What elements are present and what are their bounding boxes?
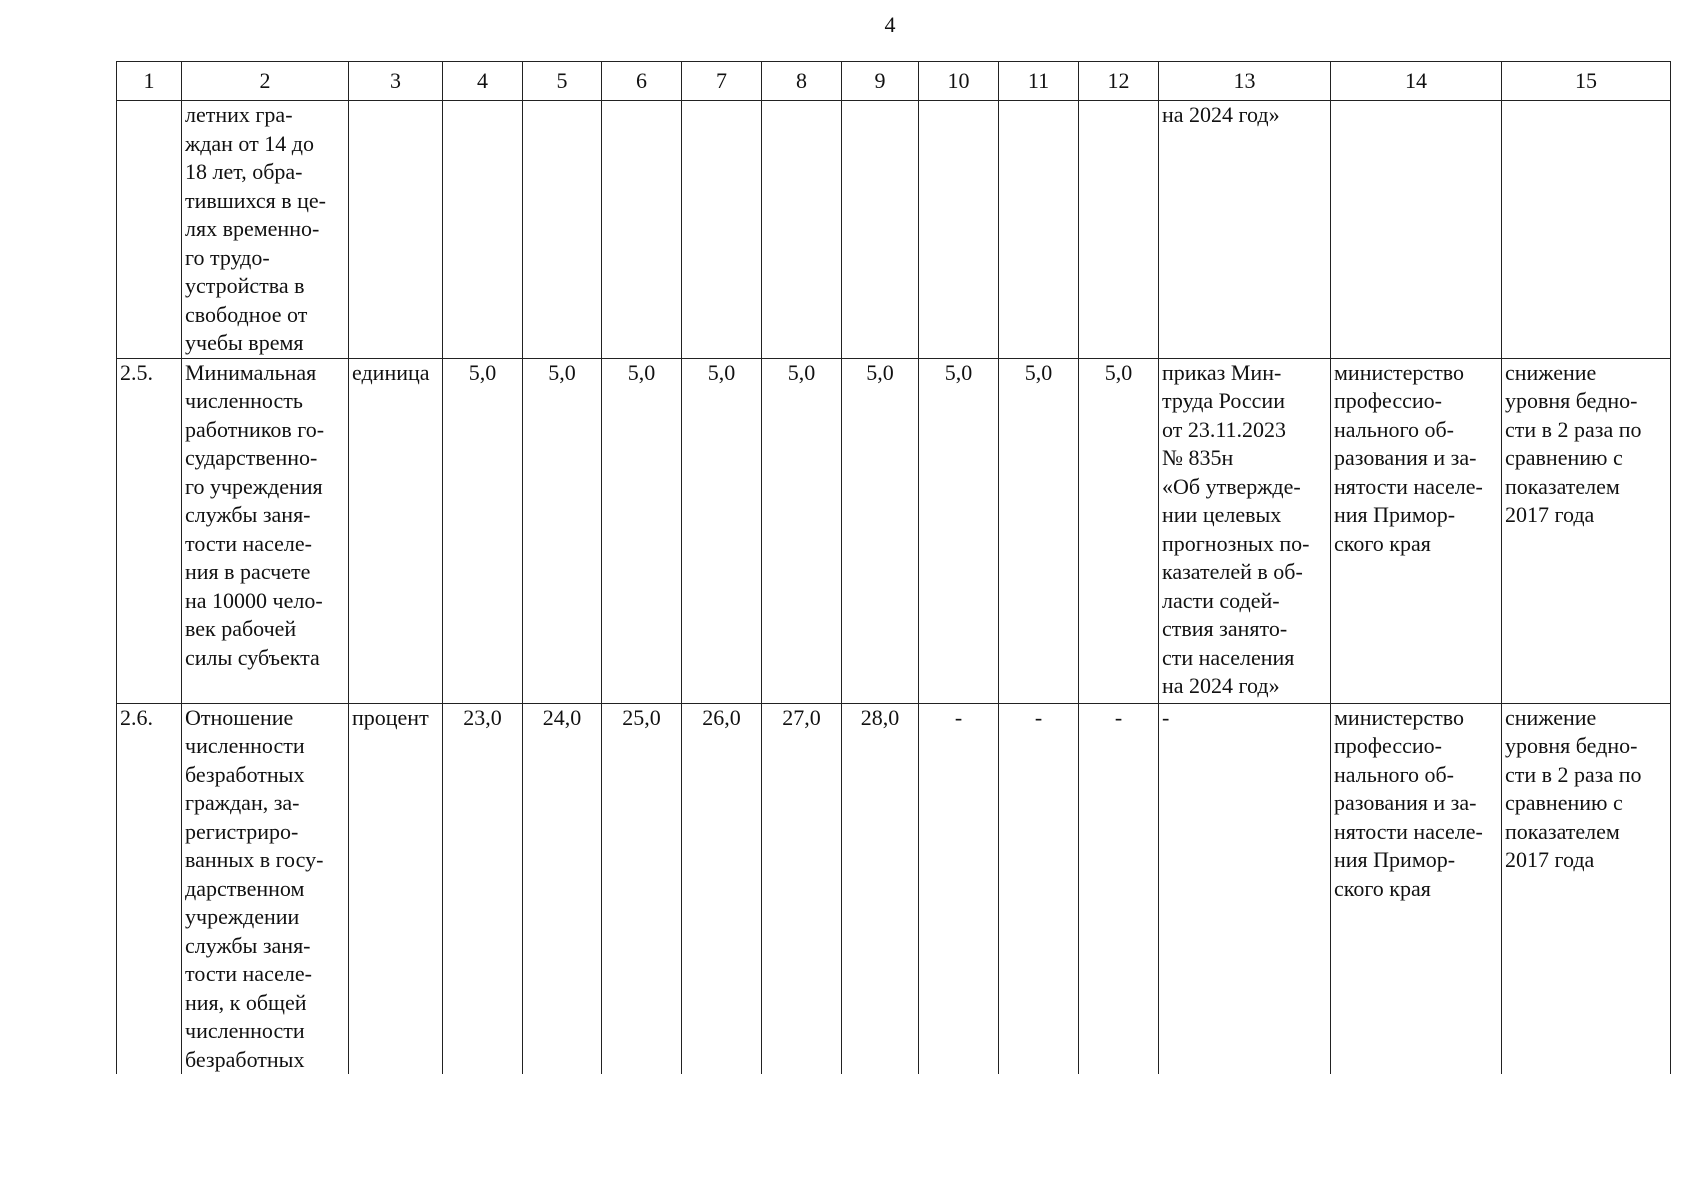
column-header: 6: [602, 62, 682, 101]
responsible-cell: [1331, 101, 1502, 359]
table-header-row: [117, 62, 1671, 101]
value-cell: 27,0: [762, 703, 842, 1074]
value-cell: 5,0: [999, 358, 1079, 703]
table-row: [117, 358, 1671, 703]
value-cell: 23,0: [443, 703, 523, 1074]
column-header: 11: [999, 62, 1079, 101]
column-header: 7: [682, 62, 762, 101]
goal-cell: снижение уровня бедно- сти в 2 раза по сравнению с показателем 2017 года: [1502, 358, 1671, 703]
column-header: 2: [182, 62, 349, 101]
value-cell: [682, 101, 762, 359]
value-cell: [523, 101, 602, 359]
value-cell: 5,0: [602, 358, 682, 703]
column-header: 8: [762, 62, 842, 101]
value-cell: 5,0: [682, 358, 762, 703]
column-header: 12: [1079, 62, 1159, 101]
document-cell: приказ Мин- труда России от 23.11.2023 № 835н «Об утвержде- нии целевых прогнозных по- казателей в об- ласти содей- ствия занято- сти населения на 2024 год»: [1159, 358, 1331, 703]
goal-cell: снижение уровня бедно- сти в 2 раза по сравнению с показателем 2017 года: [1502, 703, 1671, 1074]
value-cell: [762, 101, 842, 359]
value-cell: 5,0: [443, 358, 523, 703]
value-cell: 5,0: [842, 358, 919, 703]
value-cell: 5,0: [919, 358, 999, 703]
value-cell: 5,0: [523, 358, 602, 703]
value-cell: [842, 101, 919, 359]
indicator-name-cell: Минимальная численность работников го- сударственно- го учреждения службы заня- тости населе- ния в расчете на 10000 чело- век рабочей силы субъекта: [182, 358, 349, 703]
value-cell: [999, 101, 1079, 359]
value-cell: [443, 101, 523, 359]
value-cell: -: [1079, 703, 1159, 1074]
unit-cell: процент: [349, 703, 443, 1074]
column-header: 5: [523, 62, 602, 101]
column-header: 13: [1159, 62, 1331, 101]
document-cell: на 2024 год»: [1159, 101, 1331, 359]
unit-cell: [349, 101, 443, 359]
responsible-cell: министерство профессио- нального об- разования и за- нятости населе- ния Примор- ского края: [1331, 358, 1502, 703]
value-cell: -: [999, 703, 1079, 1074]
row-number-cell: [117, 101, 182, 359]
value-cell: [602, 101, 682, 359]
row-number-cell: 2.6.: [117, 703, 182, 1074]
value-cell: 5,0: [1079, 358, 1159, 703]
unit-cell: единица: [349, 358, 443, 703]
value-cell: 5,0: [762, 358, 842, 703]
value-cell: 28,0: [842, 703, 919, 1074]
column-header: 14: [1331, 62, 1502, 101]
responsible-cell: министерство профессио- нального об- разования и за- нятости населе- ния Примор- ского края: [1331, 703, 1502, 1074]
column-header: 10: [919, 62, 999, 101]
column-header: 3: [349, 62, 443, 101]
document-cell: -: [1159, 703, 1331, 1074]
value-cell: [919, 101, 999, 359]
indicators-table: [116, 61, 1671, 1074]
goal-cell: [1502, 101, 1671, 359]
value-cell: 25,0: [602, 703, 682, 1074]
indicator-name-cell: Отношение численности безработных граждан, за- регистриро- ванных в госу- дарственном учреждении службы заня- тости населе- ния, к общей численности безработных: [182, 703, 349, 1074]
value-cell: 24,0: [523, 703, 602, 1074]
column-header: 4: [443, 62, 523, 101]
column-header: 1: [117, 62, 182, 101]
value-cell: [1079, 101, 1159, 359]
value-cell: 26,0: [682, 703, 762, 1074]
indicator-name-cell: летних гра- ждан от 14 до 18 лет, обра- тившихся в це- лях временно- го трудо- устройства в свободное от учебы время: [182, 101, 349, 359]
column-header: 9: [842, 62, 919, 101]
table-row: [117, 101, 1671, 359]
column-header: 15: [1502, 62, 1671, 101]
value-cell: -: [919, 703, 999, 1074]
row-number-cell: 2.5.: [117, 358, 182, 703]
page-number: 4: [884, 12, 896, 37]
table-row: [117, 703, 1671, 1074]
